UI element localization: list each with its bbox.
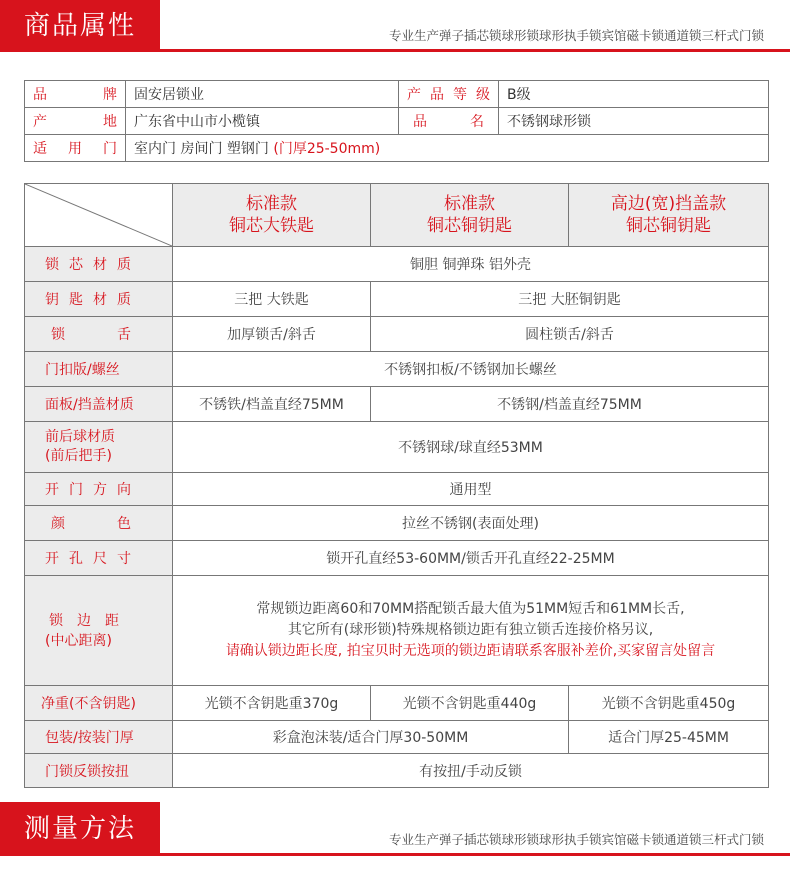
table-row — [25, 387, 769, 422]
section-banner — [0, 802, 790, 856]
brand-value: 固安居锁业 — [126, 81, 399, 108]
net-weight-value-c: 光锁不含钥匙重450g — [569, 686, 769, 721]
key-material-label: 钥 匙 材 质 — [25, 282, 173, 317]
net-weight-value-b: 光锁不含钥匙重440g — [371, 686, 569, 721]
table-row — [25, 686, 769, 721]
diagonal-corner-cell — [25, 184, 173, 247]
door-type-label: 适 用 门 — [25, 135, 126, 162]
lock-button-label: 门锁反锁按扭 — [25, 754, 173, 788]
net-weight-label: 净重(不含钥匙) — [25, 686, 173, 721]
table-row — [25, 135, 769, 162]
panel-material-value-b: 不锈钢/档盖直经75MM — [371, 387, 769, 422]
backset-warning: 请确认锁边距长度, 拍宝贝时无选项的锁边距请联系客服补差价,买家留言处留言 — [225, 643, 716, 659]
panel-material-value-a: 不锈铁/档盖直经75MM — [173, 387, 371, 422]
table-row — [25, 541, 769, 576]
table-row — [25, 247, 769, 282]
brand-label: 品 牌 — [25, 81, 126, 108]
column-header-standard-copper: 标准款 铜芯铜钥匙 — [371, 184, 569, 247]
table-row — [25, 576, 769, 686]
table-row — [25, 721, 769, 754]
grade-value: B级 — [499, 81, 769, 108]
ball-material-value: 不锈钢球/球直经53MM — [173, 422, 769, 473]
latch-label: 锁 舌 — [25, 317, 173, 352]
basic-info-table — [24, 80, 769, 162]
product-name-value: 不锈钢球形锁 — [499, 108, 769, 135]
origin-label: 产 地 — [25, 108, 126, 135]
product-name-label: 品 名 — [399, 108, 499, 135]
column-header-standard-iron: 标准款 铜芯大铁匙 — [173, 184, 371, 247]
section-slogan: 专业生产弹子插芯锁球形锁球形执手锁宾馆磁卡锁通道锁三杆式门锁 — [388, 832, 764, 847]
section-title: 商品属性 — [0, 0, 160, 52]
column-header-wide-cover: 高边(宽)挡盖款 铜芯铜钥匙 — [569, 184, 769, 247]
lock-button-value: 有按扭/手动反锁 — [173, 754, 769, 788]
door-thickness-note: (门厚25-50mm) — [273, 141, 381, 157]
key-material-value-b: 三把 大胚铜钥匙 — [371, 282, 769, 317]
packaging-value-ab: 彩盒泡沫装/适合门厚30-50MM — [173, 721, 569, 754]
door-type-value: 室内门 房间门 塑钢门 (门厚25-50mm) — [126, 135, 769, 162]
section-title: 测量方法 — [0, 802, 160, 856]
latch-value-b: 圆柱锁舌/斜舌 — [371, 317, 769, 352]
door-direction-label: 开 门 方 向 — [25, 473, 173, 506]
core-material-value: 铜胆 铜弹珠 铝外壳 — [173, 247, 769, 282]
packaging-value-c: 适合门厚25-45MM — [569, 721, 769, 754]
latch-value-a: 加厚锁舌/斜舌 — [173, 317, 371, 352]
table-row — [25, 754, 769, 788]
panel-material-label: 面板/挡盖材质 — [25, 387, 173, 422]
key-material-value-a: 三把 大铁匙 — [173, 282, 371, 317]
backset-notes: 常规锁边距离60和70MM搭配锁舌最大值为51MM短舌和61MM长舌, 其它所有(球形锁)特殊规格锁边距有独立锁舌连接价格另议, 请确认锁边距长度, 拍宝贝时无选项的锁边距请联系客服补差价,买家留言处留言 — [173, 576, 769, 686]
table-row — [25, 352, 769, 387]
strike-plate-label: 门扣版/螺丝 — [25, 352, 173, 387]
backset-label: 锁 边 距 (中心距离) — [25, 576, 173, 686]
table-row — [25, 282, 769, 317]
section-banner — [0, 0, 790, 52]
net-weight-value-a: 光锁不含钥匙重370g — [173, 686, 371, 721]
section-divider — [0, 49, 790, 52]
section-divider — [0, 853, 790, 856]
table-row — [25, 473, 769, 506]
grade-label: 产 品 等 级 — [399, 81, 499, 108]
table-row — [25, 506, 769, 541]
hole-size-value: 锁开孔直经53-60MM/锁舌开孔直经22-25MM — [173, 541, 769, 576]
door-direction-value: 通用型 — [173, 473, 769, 506]
origin-value: 广东省中山市小榄镇 — [126, 108, 399, 135]
table-header-row — [25, 184, 769, 247]
section-slogan: 专业生产弹子插芯锁球形锁球形执手锁宾馆磁卡锁通道锁三杆式门锁 — [388, 28, 764, 43]
strike-plate-value: 不锈钢扣板/不锈钢加长螺丝 — [173, 352, 769, 387]
ball-material-label: 前后球材质 (前后把手) — [25, 422, 173, 473]
color-value: 拉丝不锈钢(表面处理) — [173, 506, 769, 541]
hole-size-label: 开 孔 尺 寸 — [25, 541, 173, 576]
table-row — [25, 108, 769, 135]
table-row — [25, 81, 769, 108]
table-row — [25, 422, 769, 473]
spec-table — [24, 183, 769, 788]
core-material-label: 锁 芯 材 质 — [25, 247, 173, 282]
table-row — [25, 317, 769, 352]
color-label: 颜 色 — [25, 506, 173, 541]
packaging-label: 包装/按装门厚 — [25, 721, 173, 754]
